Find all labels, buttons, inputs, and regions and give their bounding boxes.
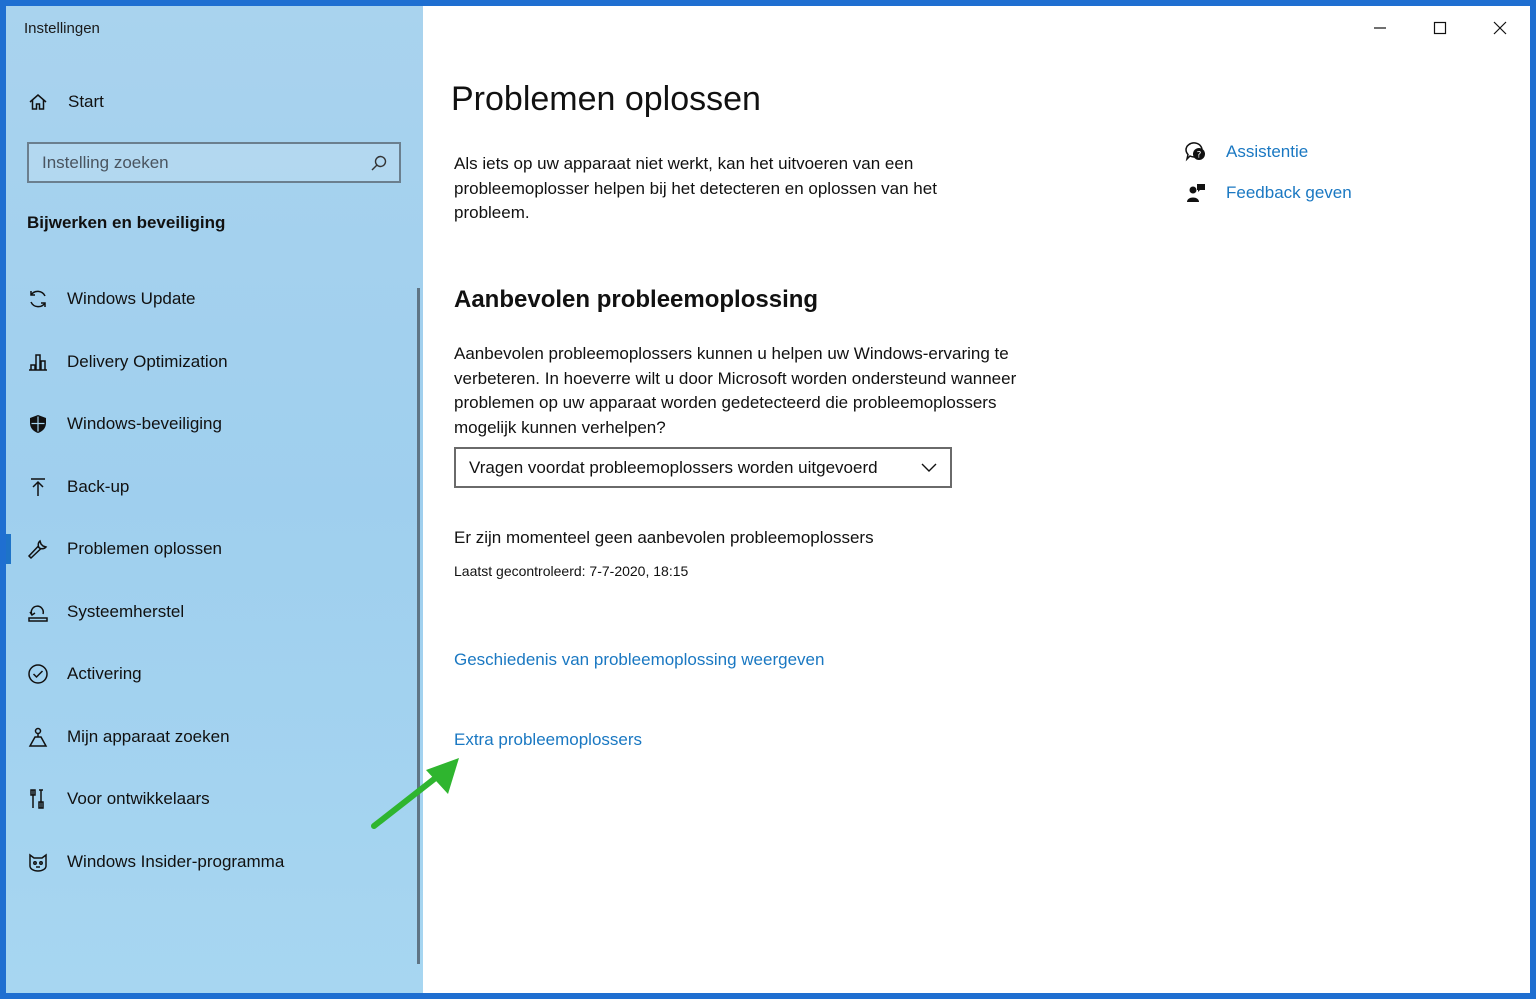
home-icon [26, 90, 50, 114]
settings-window [6, 6, 1530, 993]
sidebar [6, 6, 423, 993]
sidebar-item-find-my-device[interactable] [6, 706, 423, 769]
sidebar-nav [6, 268, 423, 893]
sidebar-item-windows-security[interactable] [6, 393, 423, 456]
sidebar-item-activation[interactable] [6, 643, 423, 706]
close-icon [1493, 21, 1507, 35]
search-icon[interactable] [369, 153, 389, 173]
additional-troubleshooters-link[interactable]: Extra probleemoplossers [454, 730, 643, 749]
main-content [423, 6, 1530, 993]
help-chat-icon [1183, 140, 1209, 164]
page-title: Problemen oplossen [451, 80, 761, 118]
search-box[interactable] [27, 142, 401, 183]
find-device-icon [26, 725, 50, 749]
intro-text: Als iets op uw apparaat niet werkt, kan het uitvoeren van een probleemoplosser helpen bij het detecteren en oplossen van het probleem. [454, 154, 937, 222]
developer-tools-icon [26, 787, 50, 811]
check-circle-icon [26, 662, 50, 686]
minimize-button[interactable] [1350, 6, 1410, 50]
sidebar-item-recovery[interactable] [6, 581, 423, 644]
sidebar-item-label: Windows-beveiliging [67, 414, 222, 434]
search-input[interactable] [42, 153, 369, 173]
get-help-label: Assistentie [1226, 142, 1309, 161]
give-feedback-link[interactable] [1183, 181, 1352, 205]
help-links [1183, 140, 1352, 222]
troubleshooter-preference-dropdown[interactable] [454, 447, 952, 488]
delivery-optimization-icon [26, 350, 50, 374]
feedback-icon [1183, 181, 1209, 205]
window-controls [1350, 6, 1530, 50]
sidebar-home-label: Start [68, 92, 104, 111]
wrench-icon [26, 537, 50, 561]
sidebar-item-label: Windows Update [67, 289, 196, 309]
sidebar-item-label: Voor ontwikkelaars [67, 789, 210, 809]
sidebar-item-delivery-optimization[interactable] [6, 331, 423, 394]
maximize-button[interactable] [1410, 6, 1470, 50]
sidebar-item-label: Back-up [67, 476, 130, 496]
close-button[interactable] [1470, 6, 1530, 50]
sidebar-item-label: Problemen oplossen [67, 539, 222, 559]
sidebar-item-label: Windows Insider-programma [67, 851, 285, 871]
sidebar-item-label: Systeemherstel [67, 601, 185, 621]
insider-cat-icon [26, 850, 50, 874]
dropdown-value: Vragen voordat probleemoplossers worden uitgevoerd [469, 457, 878, 477]
upload-arrow-icon [26, 475, 50, 499]
sidebar-item-label: Delivery Optimization [67, 351, 228, 371]
recommended-description: Aanbevolen probleemoplossers kunnen u helpen uw Windows-ervaring te verbeteren. In hoeverre wilt u door Microsoft worden ondersteund wanneer problemen op uw apparaat worden gedetecteerd die probleemoplossers mogelijk kunnen verhelpen? [454, 344, 1017, 437]
sidebar-item-windows-insider[interactable] [6, 831, 423, 894]
chevron-down-icon [920, 459, 938, 477]
shield-icon [26, 412, 50, 436]
recommended-heading: Aanbevolen probleemoplossing [454, 286, 819, 313]
svg-text:?: ? [1196, 150, 1202, 161]
sidebar-item-troubleshoot[interactable] [6, 518, 423, 581]
app-title: Instellingen [24, 20, 100, 37]
refresh-icon [26, 287, 50, 311]
sidebar-item-label: Mijn apparaat zoeken [67, 726, 230, 746]
sidebar-scrollbar[interactable] [417, 288, 420, 964]
section-title: Bijwerken en beveiliging [27, 213, 226, 232]
maximize-icon [1433, 21, 1447, 35]
sidebar-item-backup[interactable] [6, 456, 423, 519]
status-text: Er zijn momenteel geen aanbevolen probleemoplossers [454, 528, 874, 547]
sidebar-home-start[interactable] [26, 88, 406, 116]
troubleshoot-history-link[interactable]: Geschiedenis van probleemoplossing weergeven [454, 650, 825, 669]
annotation-arrow [366, 754, 466, 834]
get-help-link[interactable] [1183, 140, 1352, 164]
give-feedback-label: Feedback geven [1226, 183, 1352, 202]
last-checked-timestamp: Laatst gecontroleerd: 7-7-2020, 18:15 [454, 563, 689, 579]
sidebar-item-windows-update[interactable] [6, 268, 423, 331]
minimize-icon [1373, 21, 1387, 35]
sidebar-item-developers[interactable] [6, 768, 423, 831]
sidebar-item-label: Activering [67, 664, 142, 684]
recovery-icon [26, 600, 50, 624]
